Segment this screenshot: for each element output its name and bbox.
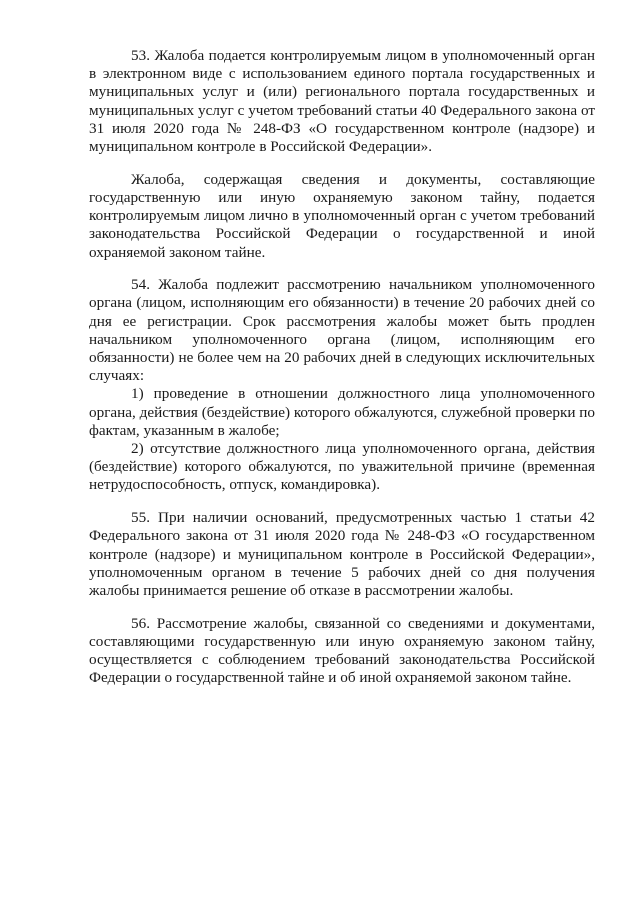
- paragraph-55: 55. При наличии оснований, предусмотренных частью 1 статьи 42 Федерального закона от 31 июля 2020 года № 248-ФЗ «О государственном контроле (надзоре) и муниципальном контроле в Российской Федерации», уполномоченным органом в течение 5 рабочих дней со дня получения жалобы принимается решение об отказе в рассмотрении жалобы.: [89, 509, 595, 599]
- list-item-2: 2) отсутствие должностного лица уполномоченного органа, действия (бездействие) которого обжалуются, по уважительной причине (временная нетрудоспособность, отпуск, командировка).: [89, 440, 595, 494]
- list-item-1: 1) проведение в отношении должностного лица уполномоченного органа, действия (бездействие) которого обжалуются, служебной проверки по фактам, указанным в жалобе;: [89, 385, 595, 439]
- paragraph-54: 54. Жалоба подлежит рассмотрению начальником уполномоченного органа (лицом, исполняющим его обязанности) в течение 20 рабочих дней со дня ее регистрации. Срок рассмотрения жалобы может быть продлен начальником уполномоченного органа (лицом, исполняющим его обязанности) не более чем на 20 рабочих дней в следующих исключительных случаях:: [89, 276, 595, 385]
- paragraph-53: 53. Жалоба подается контролируемым лицом в уполномоченный орган в электронном виде с использованием единого портала государственных и муниципальных услуг и (или) регионального портала государственных и муниципальных услуг с учетом требований статьи 40 Федерального закона от 31 июля 2020 года № 248-ФЗ «О государственном контроле (надзоре) и муниципальном контроле в Российской Федерации».: [89, 47, 595, 156]
- paragraph-56: 56. Рассмотрение жалобы, связанной со сведениями и документами, составляющими государственную или иную охраняемую законом тайну, осуществляется с соблюдением требований законодательства Российской Федерации о государственной тайне и об иной охраняемой законом тайне.: [89, 614, 595, 687]
- document-page: [89, 47, 595, 688]
- paragraph-53-secret-complaint: Жалоба, содержащая сведения и документы, составляющие государственную или иную охраняемую законом тайну, подается контролируемым лицом лично в уполномоченный орган с учетом требований законодательства Российской Федерации о государственной и иной охраняемой законом тайне.: [89, 170, 595, 261]
